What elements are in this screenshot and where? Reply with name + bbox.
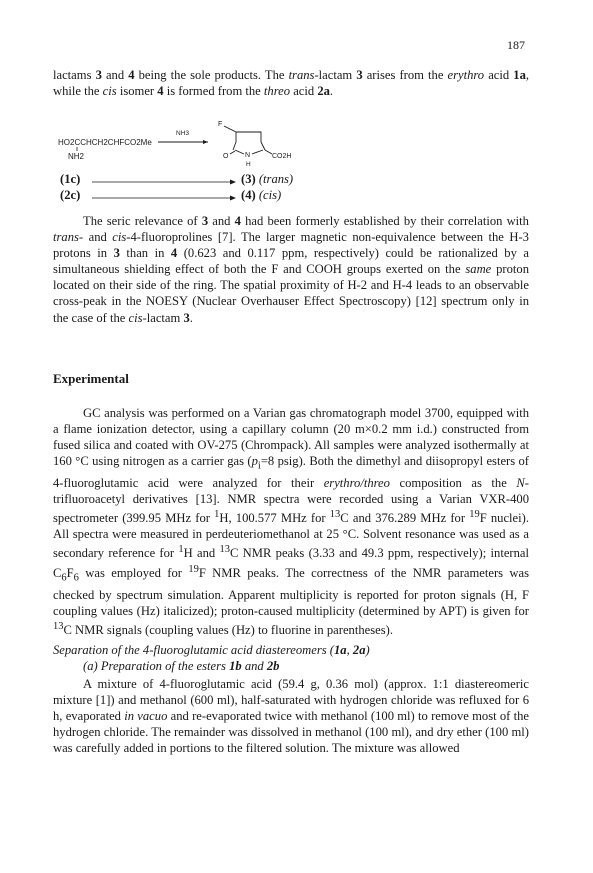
carbonyl-oxygen-label: O <box>223 153 229 160</box>
reaction-2-product: (4) (cis) <box>241 188 282 202</box>
reaction-2-arrow <box>92 194 237 202</box>
reactant-amine: NH2 <box>68 152 85 161</box>
experimental-paragraph: GC analysis was performed on a Varian gas chromatograph model 3700, equipped with a flame ionization detector, using a capillary column (20 m×0.2 mm i.d.) constructed from fused silica and coated with OV-275 (Chrompack). All samples were analyzed isothermally at 160 °C using nitrogen as a carrier gas ($p_i=8$ psig). Both the dimethyl and diisopropyl esters of 4-fluoroglutamic acid were analyzed for their erythro/threo composition as the N-trifluoroacetyl derivatives [13]. NMR spectra were recorded using a Varian VXR-400 spectrometer (399.95 MHz for $^1$H, 100.577 MHz for $^{13}$C and 376.289 MHz for $^{19}$F nuclei). All spectra were measured in perdeuteriomethanol at 25 °C. Solvent resonance was used as a secondary reference for $^1$H and $^{13}$C NMR peaks (3.33 and 49.3 ppm, respectively); internal $C_6F_6$ was employed for $^{19}$F NMR peaks. The correctness of the NMR parameters was checked by spectrum simulation. Apparent multiplicity is reported for proton signals (H, F coupling values (Hz) italicized); proton-caused multiplicity (determined by APT) is given for $^{13}$C NMR signals (coupling values (Hz) to fluorine in parentheses). <box>53 406 530 637</box>
nh-hydrogen-label: H <box>246 161 251 168</box>
reactant-formula: HO2CCHCH2CHFCO2Me <box>58 138 152 147</box>
separation-heading: Separation of the 4-fluoroglutamic acid diastereomers (1a, 2a) <box>53 643 370 657</box>
reaction-1-arrow <box>92 178 237 186</box>
carboxyl-label: CO2H <box>272 153 292 160</box>
reaction-2-start: (2c) <box>60 188 81 202</box>
nitrogen-label: N <box>245 152 251 159</box>
intro-paragraph: lactams 3 and 4 being the sole products. The trans-lactam 3 arises from the erythro acid 1a, while the cis isomer 4 is formed from the threo acid 2a. <box>53 68 530 99</box>
reagent-label: NH3 <box>176 130 190 137</box>
experimental-heading: Experimental <box>53 371 129 386</box>
fluorine-label: F <box>218 121 223 128</box>
scheme-drawing <box>58 118 478 170</box>
preparation-heading: (a) Preparation of the esters 1b and 2b <box>83 659 280 673</box>
relevance-paragraph: The seric relevance of 3 and 4 had been formerly established by their correlation with trans- and cis-4-fluoroprolines [7]. The larger magnetic non-equivalence between the H-3 protons in 3 than in 4 (0.623 and 0.117 ppm, respectively) could be rationalized by a simultaneous shielding effect of both the F and COOH groups exerted on the same proton located on their side of the ring. The spatial proximity of H-2 and H-4 leads to an observable cross-peak in the NOESY (Nuclear Overhauser Effect Spectroscopy) [12] spectrum only in the case of the cis-lactam 3. <box>53 214 529 325</box>
preparation-paragraph: A mixture of 4-fluoroglutamic acid (59.4 g, 0.36 mol) (approx. 1:1 diastereomeric mixture [1]) and methanol (600 ml), half-saturated with hydrogen chloride was refluxed for 6 h, evaporated in vacuo and re-evaporated twice with methanol (100 ml) to remove most of the hydrogen chloride. The remainder was dissolved in methanol (100 ml), and dry ether (100 ml) was carefully added in portions to the filtered solution. The mixture was allowed <box>53 677 530 756</box>
page-number: 187 <box>507 38 525 52</box>
reaction-1-product: (3) (trans) <box>241 172 294 186</box>
reaction-1-start: (1c) <box>60 172 81 186</box>
reaction-scheme <box>58 118 478 208</box>
